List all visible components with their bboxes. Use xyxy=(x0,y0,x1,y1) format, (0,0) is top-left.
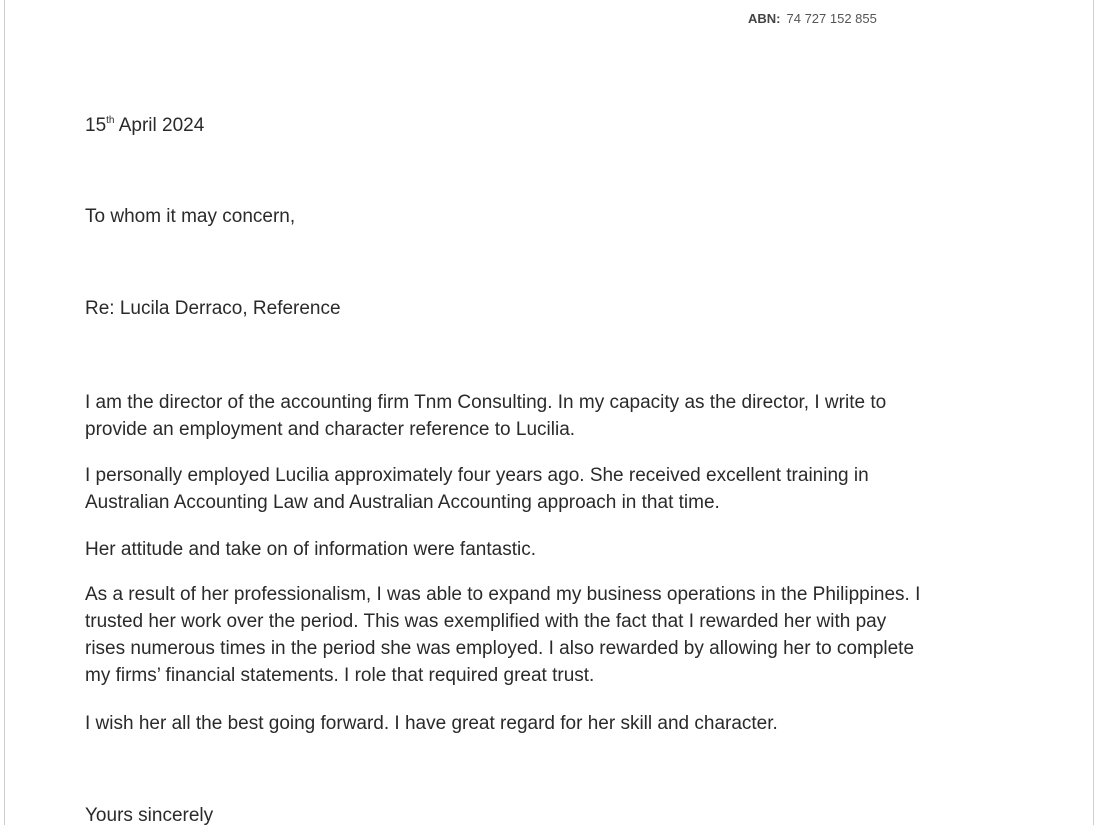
page-edge-right xyxy=(1093,0,1094,825)
paragraph-line: provide an employment and character reference to Lucilia. xyxy=(85,419,576,440)
paragraph-line: rises numerous times in the period she was employed. I also rewarded by allowing her to complete xyxy=(85,638,915,659)
abn-label: ABN: xyxy=(748,11,781,26)
paragraph-4 xyxy=(85,581,985,689)
date-rest: April 2024 xyxy=(114,115,205,136)
salutation: To whom it may concern, xyxy=(85,206,296,227)
paragraph-line: my firms’ financial statements. I role that required great trust. xyxy=(85,665,595,686)
paragraph-line: Her attitude and take on of information were fantastic. xyxy=(85,539,536,560)
paragraph-2 xyxy=(85,462,985,516)
abn-line xyxy=(748,11,877,26)
paragraph-line: I wish her all the best going forward. I have great regard for her skill and character. xyxy=(85,713,778,734)
paragraph-line: Australian Accounting Law and Australian Accounting approach in that time. xyxy=(85,492,720,513)
paragraph-line: As a result of her professionalism, I was able to expand my business operations in the Philippines. I xyxy=(85,584,921,605)
paragraph-line: I personally employed Lucilia approximately four years ago. She received excellent training in xyxy=(85,465,869,486)
abn-value: 74 727 152 855 xyxy=(786,11,877,26)
subject-line: Re: Lucila Derraco, Reference xyxy=(85,298,341,319)
date-suffix: th xyxy=(106,115,115,126)
date-day: 15 xyxy=(85,115,107,136)
closing: Yours sincerely xyxy=(85,805,214,825)
paragraph-line: trusted her work over the period. This was exemplified with the fact that I rewarded her with pay xyxy=(85,611,887,632)
page-edge-left xyxy=(4,0,5,825)
paragraph-1 xyxy=(85,389,985,443)
letter-date xyxy=(85,112,204,139)
paragraph-3 xyxy=(85,536,985,563)
paragraph-5 xyxy=(85,710,985,737)
paragraph-line: I am the director of the accounting firm Tnm Consulting. In my capacity as the director, I write to xyxy=(85,392,887,413)
